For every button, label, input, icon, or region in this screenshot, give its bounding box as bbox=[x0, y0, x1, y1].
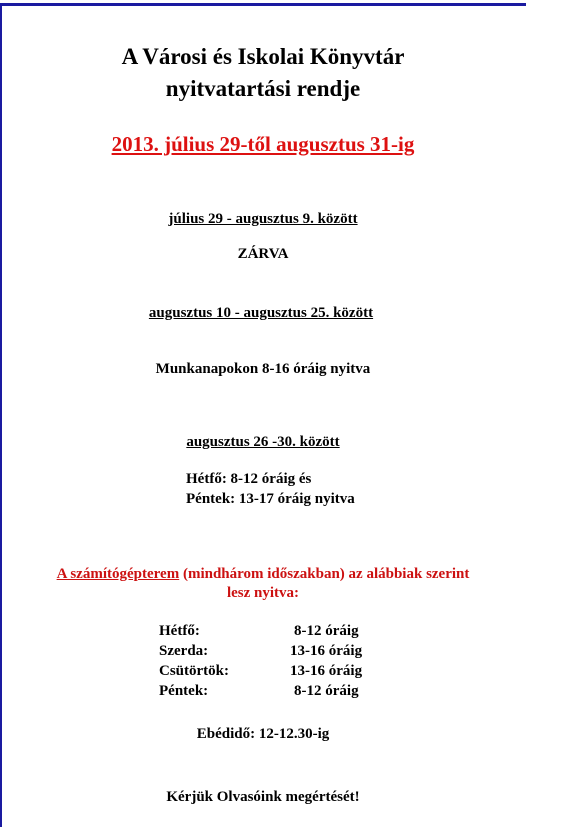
computer-room-text: (mindhárom időszakban) az alábbiak szerint bbox=[179, 566, 470, 582]
period-2-heading: augusztus 10 - augusztus 25. között bbox=[148, 305, 374, 321]
title-line-1: A Városi és Iskolai Könyvtár bbox=[121, 44, 405, 69]
period-2-text: Munkanapokon 8-16 óráig nyitva bbox=[155, 361, 371, 377]
schedule-day: Péntek: bbox=[159, 683, 209, 699]
schedule-hours: 13-16 óráig bbox=[290, 663, 363, 679]
title-line-2: nyitvatartási rendje bbox=[165, 76, 361, 101]
computer-room-line-1 bbox=[0, 566, 526, 583]
date-range: 2013. július 29-től augusztus 31-ig bbox=[111, 132, 415, 156]
schedule-day: Szerda: bbox=[159, 643, 209, 659]
schedule-day: Hétfő: bbox=[159, 623, 200, 639]
period-3-heading: augusztus 26 -30. között bbox=[186, 434, 340, 450]
schedule-day: Csütörtök: bbox=[159, 663, 229, 679]
period-1-text: ZÁRVA bbox=[237, 246, 289, 262]
closing-note: Kérjük Olvasóink megértését! bbox=[166, 789, 360, 805]
schedule-hours: 13-16 óráig bbox=[290, 643, 363, 659]
computer-room-title: A számítógépterem bbox=[56, 566, 180, 582]
schedule-hours: 8-12 óráig bbox=[294, 623, 359, 639]
period-1-heading: július 29 - augusztus 9. között bbox=[168, 211, 358, 227]
lunch-break: Ebédidő: 12-12.30-ig bbox=[196, 726, 330, 742]
top-border bbox=[0, 3, 526, 6]
computer-room-line-2: lesz nyitva: bbox=[226, 585, 300, 601]
period-3-line-1: Hétfő: 8-12 óráig és bbox=[186, 471, 312, 487]
schedule-hours: 8-12 óráig bbox=[294, 683, 359, 699]
period-3-line-2: Péntek: 13-17 óráig nyitva bbox=[186, 491, 355, 507]
left-border bbox=[0, 3, 2, 827]
